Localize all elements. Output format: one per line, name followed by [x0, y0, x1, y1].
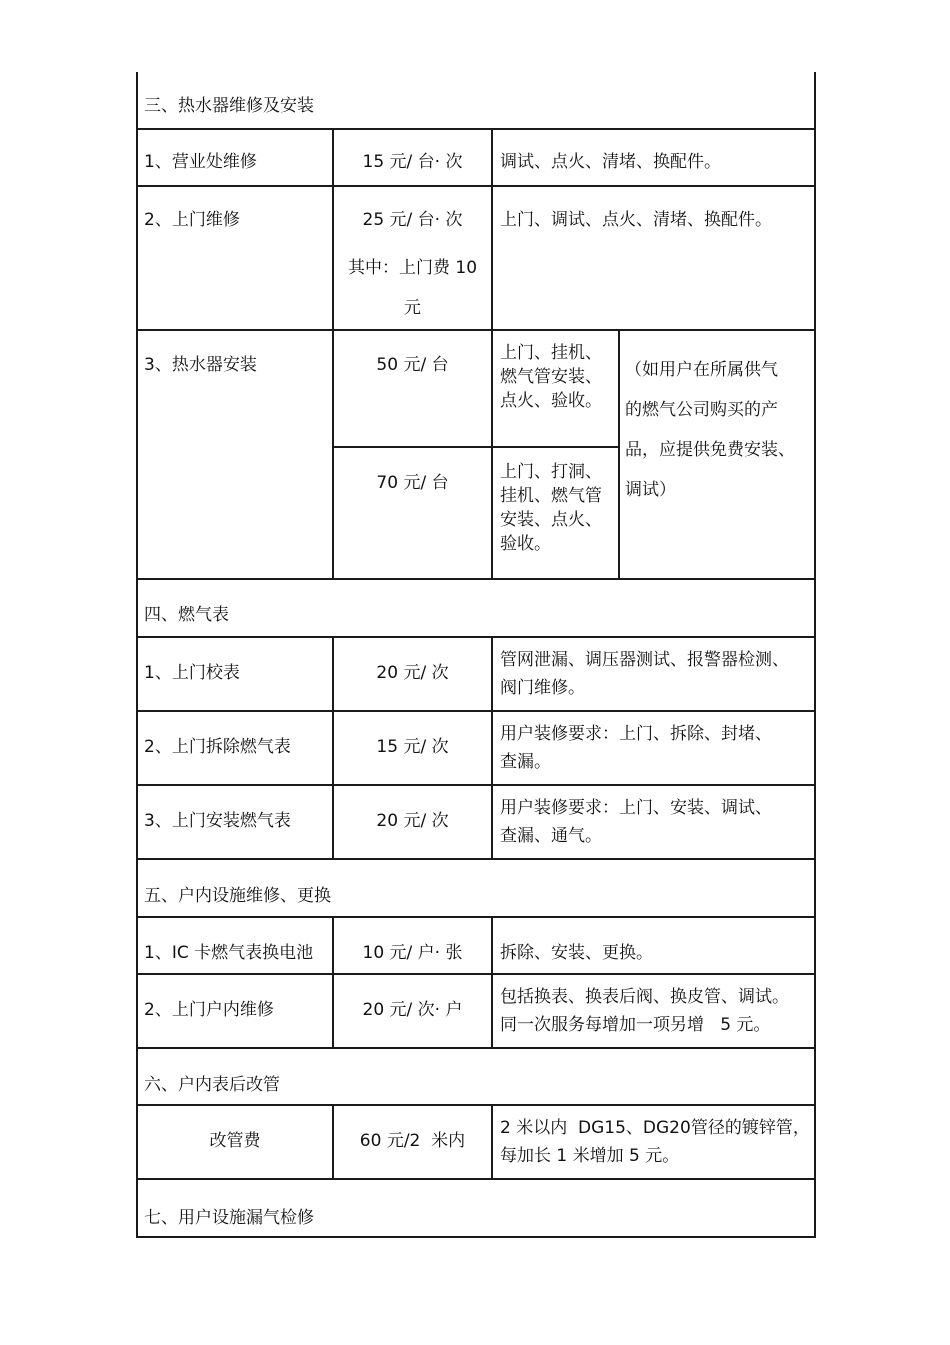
col-line — [491, 1104, 493, 1178]
price-cell: 20 元/ 次 — [376, 663, 449, 683]
price-note: 其中：上门费 10 — [347, 258, 478, 278]
col-line — [491, 636, 493, 858]
desc-line: 燃气管安装、 — [500, 367, 602, 387]
item-cell: 2、上门维修 — [144, 210, 240, 230]
row-line — [333, 446, 618, 448]
item-cell: 1、IC 卡燃气表换电池 — [144, 943, 314, 963]
note-line: （如用户在所属供气 — [625, 360, 778, 380]
row-line — [136, 329, 816, 331]
row-line — [136, 784, 816, 786]
desc-cell — [500, 460, 602, 556]
desc-line: 安装、点火、 — [500, 510, 602, 530]
price-cell: 10 元/ 户· 张 — [362, 943, 463, 963]
desc-cell — [500, 1114, 810, 1170]
price-note: 元 — [404, 298, 421, 318]
desc-line: 包括换表、换表后阀、换皮管、调试。 — [500, 987, 789, 1007]
row-line — [136, 1178, 816, 1180]
row-line — [136, 1047, 816, 1049]
desc-cell: 上门、调试、点火、清堵、换配件。 — [500, 210, 772, 230]
desc-line: 同一次服务每增加一项另增 5 元。 — [500, 1015, 771, 1035]
col-line — [491, 916, 493, 1047]
price-cell: 50 元/ 台 — [376, 355, 449, 375]
col-line — [332, 916, 334, 1047]
desc-cell — [500, 794, 772, 850]
desc-line: 阀门维修。 — [500, 678, 585, 698]
col-line — [618, 329, 620, 578]
note-cell — [625, 350, 795, 510]
fee-table — [136, 72, 816, 1238]
desc-line: 查漏、通气。 — [500, 826, 602, 846]
row-line — [136, 578, 816, 580]
desc-line: 管网泄漏、调压器测试、报警器检测、 — [500, 650, 789, 670]
price-cell: 20 元/ 次 — [376, 811, 449, 831]
item-cell: 2、上门拆除燃气表 — [144, 737, 291, 757]
col-line — [491, 128, 493, 578]
desc-line: 用户装修要求：上门、安装、调试、 — [500, 798, 772, 818]
desc-cell: 拆除、安装、更换。 — [500, 943, 653, 963]
row-line — [136, 973, 816, 975]
desc-line: 上门、挂机、 — [500, 343, 602, 363]
row-line — [136, 916, 816, 918]
section-title: 七、用户设施漏气检修 — [144, 1208, 314, 1228]
border-left — [136, 72, 138, 1238]
price-cell: 15 元/ 台· 次 — [362, 152, 463, 172]
note-line: 品，应提供免费安装、 — [625, 440, 795, 460]
desc-line: 点火、验收。 — [500, 391, 602, 411]
desc-cell — [500, 646, 789, 702]
item-cell: 改管费 — [209, 1131, 261, 1151]
item-cell: 3、热水器安装 — [144, 355, 257, 375]
desc-line: 每加长 1 米增加 5 元。 — [500, 1146, 680, 1166]
desc-line: 用户装修要求：上门、拆除、封堵、 — [500, 724, 772, 744]
desc-line: 验收。 — [500, 534, 551, 554]
section-title: 四、燃气表 — [144, 605, 229, 625]
section-title: 三、热水器维修及安装 — [144, 96, 314, 116]
row-line — [136, 858, 816, 860]
desc-line: 2 米以内 DG15、DG20管径的镀锌管， — [500, 1118, 810, 1138]
item-cell: 1、营业处维修 — [144, 152, 257, 172]
price-cell: 25 元/ 台· 次 — [362, 210, 463, 230]
price-cell: 20 元/ 次· 户 — [362, 1000, 463, 1020]
price-cell: 60 元/2 米内 — [359, 1131, 466, 1151]
note-line: 的燃气公司购买的产 — [625, 400, 778, 420]
border-right — [814, 72, 816, 1238]
desc-line: 挂机、燃气管 — [500, 486, 602, 506]
desc-cell — [500, 341, 602, 413]
row-line — [136, 1104, 816, 1106]
desc-cell — [500, 720, 772, 776]
row-line — [136, 636, 816, 638]
desc-line: 上门、打洞、 — [500, 462, 602, 482]
item-cell: 2、上门户内维修 — [144, 1000, 274, 1020]
section-title: 六、户内表后改管 — [144, 1075, 280, 1095]
row-line — [136, 128, 816, 130]
price-cell: 15 元/ 次 — [376, 737, 449, 757]
note-line: 调试） — [625, 480, 676, 500]
desc-line: 查漏。 — [500, 752, 551, 772]
row-line — [136, 710, 816, 712]
desc-cell — [500, 983, 789, 1039]
row-line — [136, 185, 816, 187]
item-cell: 1、上门校表 — [144, 663, 240, 683]
item-cell: 3、上门安装燃气表 — [144, 811, 291, 831]
row-line — [136, 1236, 816, 1238]
price-cell: 70 元/ 台 — [376, 473, 449, 493]
desc-cell: 调试、点火、清堵、换配件。 — [500, 152, 721, 172]
section-title: 五、户内设施维修、更换 — [144, 886, 331, 906]
